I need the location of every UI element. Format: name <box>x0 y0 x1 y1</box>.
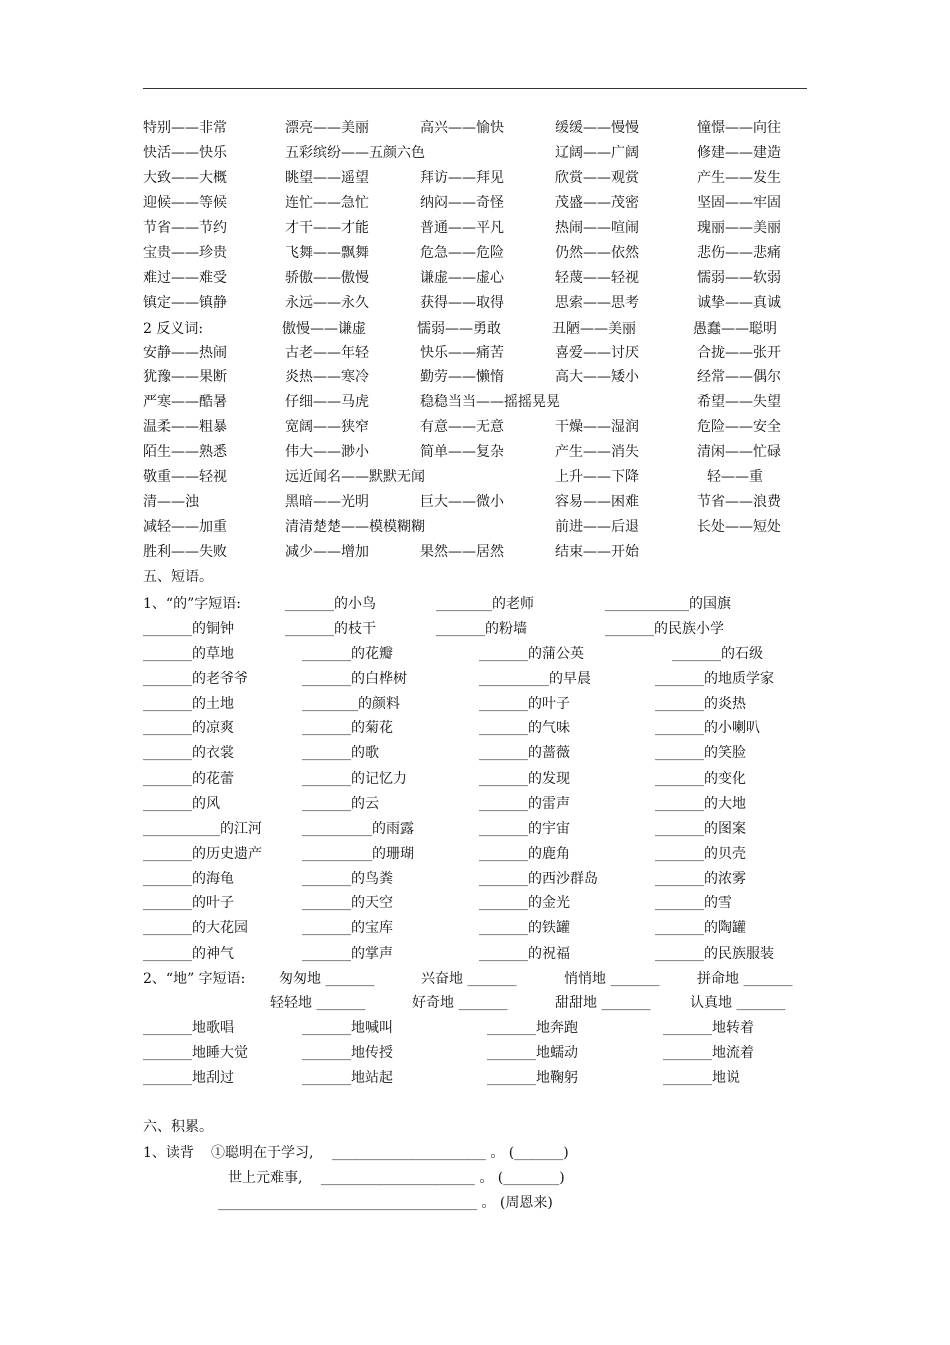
di-phrase-blank: _______地站起 <box>302 1070 393 1086</box>
de-phrase-blank: __________的珊瑚 <box>302 846 414 862</box>
de-phrase-blank: _______的铁罐 <box>479 920 570 936</box>
de-phrase-blank: _______的西沙群岛 <box>479 871 598 887</box>
de-phrase-blank: _______的祝福 <box>479 946 570 962</box>
antonym-pair: 愚蠢——聪明 <box>693 321 777 337</box>
di-phrase-blank: 甜甜地 _______ <box>555 995 651 1011</box>
antonym-pair: 希望——失望 <box>697 394 781 410</box>
synonym-pair: 茂盛——茂密 <box>555 195 639 211</box>
synonym-pair: 连忙——急忙 <box>285 195 369 211</box>
antonym-pair: 合拢——张开 <box>697 345 781 361</box>
synonym-pair: 瑰丽——美丽 <box>697 220 781 236</box>
antonym-pair: 前进——后退 <box>555 519 639 535</box>
synonym-pair: 飞舞——飘舞 <box>285 245 369 261</box>
antonym-pair: 古老——年轻 <box>285 345 369 361</box>
antonym-pair: 稳稳当当——摇摇晃晃 <box>420 394 560 410</box>
di-phrase-blank: _______地传授 <box>302 1045 393 1061</box>
de-phrase-blank: _______的菊花 <box>302 720 393 736</box>
di-phrase-blank: _______地说 <box>663 1070 740 1086</box>
antonym-pair: 快乐——痛苦 <box>420 345 504 361</box>
de-phrase-blank: _______的宝库 <box>302 920 393 936</box>
synonym-pair: 漂亮——美丽 <box>285 120 369 136</box>
de-phrase-blank: _______的陶罐 <box>655 920 746 936</box>
de-phrase-blank: _______的金光 <box>479 895 570 911</box>
synonym-pair: 特别——非常 <box>143 120 227 136</box>
de-phrase-blank: _______的花瓣 <box>302 646 393 662</box>
di-phrase-blank: _______地转着 <box>663 1020 754 1036</box>
antonym-pair: 巨大——微小 <box>420 494 504 510</box>
de-phrase-blank: _______的铜钟 <box>143 621 234 637</box>
di-phrase-blank: _______地奔跑 <box>487 1020 578 1036</box>
antonym-pair: 危险——安全 <box>697 419 781 435</box>
de-phrase-blank: _______的海龟 <box>143 871 234 887</box>
de-phrase-blank: _______的雷声 <box>479 796 570 812</box>
antonym-pair: 清闲——忙碌 <box>697 444 781 460</box>
de-phrase-blank: _______的宇宙 <box>479 821 570 837</box>
synonym-pair: 才干——才能 <box>285 220 369 236</box>
synonym-pair: 懦弱——软弱 <box>697 270 781 286</box>
de-phrase-blank: _______的小鸟 <box>285 596 376 612</box>
di-phrase-blank: _______地流着 <box>663 1045 754 1061</box>
de-phrase-blank: _______的地质学家 <box>655 671 774 687</box>
di-phrase-blank: _______地歌唱 <box>143 1020 234 1036</box>
di-phrase-blank: _______地喊叫 <box>302 1020 393 1036</box>
antonym-pair: 清清楚楚——模模糊糊 <box>285 519 425 535</box>
antonym-pair: 傲慢——谦虚 <box>282 321 366 337</box>
synonym-pair: 难过——难受 <box>143 270 227 286</box>
de-phrase-blank: _______的衣裳 <box>143 745 234 761</box>
antonym-pair: 伟大——渺小 <box>285 444 369 460</box>
de-phrase-blank: _______的历史遗产 <box>143 846 262 862</box>
synonym-pair: 谦虚——虚心 <box>420 270 504 286</box>
de-phrase-blank: _______的贝壳 <box>655 846 746 862</box>
synonym-pair: 普通——平凡 <box>420 220 504 236</box>
synonym-pair: 眺望——遥望 <box>285 170 369 186</box>
di-phrase-blank: _______地鞠躬 <box>487 1070 578 1086</box>
antonym-pair: 陌生——熟悉 <box>143 444 227 460</box>
synonym-pair: 纳闷——奇怪 <box>420 195 504 211</box>
synonym-pair: 辽阔——广阔 <box>555 145 639 161</box>
antonym-pair: 节省——浪费 <box>697 494 781 510</box>
synonym-pair: 仍然——依然 <box>555 245 639 261</box>
de-phrase-blank: _______的土地 <box>143 696 234 712</box>
recite-line: ①聪明在于学习, ______________________ 。 (_______) <box>211 1145 569 1161</box>
section-five-heading: 五、短语。 <box>143 569 213 585</box>
de-phrase-blank: _______的白桦树 <box>302 671 407 687</box>
de-phrase-blank: _______的大花园 <box>143 920 248 936</box>
de-phrase-blank: _______的笑脸 <box>655 745 746 761</box>
de-phrase-blank: _______的粉墙 <box>436 621 527 637</box>
antonym-pair: 产生——消失 <box>555 444 639 460</box>
de-phrase-blank: _______的花蕾 <box>143 771 234 787</box>
di-phrase-blank: 好奇地 _______ <box>412 995 508 1011</box>
de-phrase-blank: _______的炎热 <box>655 696 746 712</box>
synonym-pair: 憧憬——向往 <box>697 120 781 136</box>
antonym-pair: 结束——开始 <box>555 544 639 560</box>
antonym-pair: 高大——矮小 <box>555 369 639 385</box>
synonym-pair: 骄傲——傲慢 <box>285 270 369 286</box>
de-phrase-blank: _______的鹿角 <box>479 846 570 862</box>
de-phrase-blank: _______的变化 <box>655 771 746 787</box>
di-phrase-blank: 兴奋地 _______ <box>421 971 517 987</box>
recite-label: 1、读背 <box>143 1145 194 1161</box>
antonym-pair: 减轻——加重 <box>143 519 227 535</box>
de-phrase-blank: __________的早晨 <box>479 671 591 687</box>
de-phrase-blank: _______的大地 <box>655 796 746 812</box>
antonym-pair: 简单——复杂 <box>420 444 504 460</box>
de-phrase-blank: _______的鸟粪 <box>302 871 393 887</box>
di-phrase-blank: 悄悄地 _______ <box>564 971 660 987</box>
di-phrase-blank: _______地蠕动 <box>487 1045 578 1061</box>
de-phrase-blank: ___________的江河 <box>143 821 262 837</box>
synonym-pair: 大致——大概 <box>143 170 227 186</box>
synonym-pair: 快活——快乐 <box>143 145 227 161</box>
antonym-pair: 丑陋——美丽 <box>552 321 636 337</box>
di-phrase-blank: _______地刮过 <box>143 1070 234 1086</box>
recite-line: 世上元难事, ______________________ 。 (________) <box>228 1170 565 1186</box>
de-phrase-blank: _______的石级 <box>672 646 763 662</box>
de-phrase-blank: _______的云 <box>302 796 379 812</box>
antonym-pair: 胜利——失败 <box>143 544 227 560</box>
antonym-pair: 喜爱——讨厌 <box>555 345 639 361</box>
synonym-pair: 悲伤——悲痛 <box>697 245 781 261</box>
de-phrase-blank: _______的草地 <box>143 646 234 662</box>
antonym-pair: 清——浊 <box>143 494 199 510</box>
de-phrase-blank: _______的掌声 <box>302 946 393 962</box>
di-phrase-blank: 拼命地 _______ <box>697 971 793 987</box>
di-phrases-heading: 2、“地” 字短语: <box>143 971 246 987</box>
section-six-heading: 六、积累。 <box>143 1119 213 1135</box>
antonym-pair: 懦弱——勇敢 <box>417 321 501 337</box>
antonym-pair: 敬重——轻视 <box>143 469 227 485</box>
synonym-pair: 产生——发生 <box>697 170 781 186</box>
synonym-pair: 迎候——等候 <box>143 195 227 211</box>
antonym-pair: 温柔——粗暴 <box>143 419 227 435</box>
antonym-pair: 减少——增加 <box>285 544 369 560</box>
de-phrase-blank: ________的老师 <box>436 596 534 612</box>
de-phrase-blank: _______的记忆力 <box>302 771 407 787</box>
synonym-pair: 高兴——愉快 <box>420 120 504 136</box>
synonym-pair: 永远——永久 <box>285 295 369 311</box>
antonym-pair: 有意——无意 <box>420 419 504 435</box>
synonym-pair: 修建——建造 <box>697 145 781 161</box>
recite-line: _____________________________________ 。 (周恩来) <box>218 1195 553 1211</box>
de-phrase-blank: _______的图案 <box>655 821 746 837</box>
synonym-pair: 热闹——喧闹 <box>555 220 639 236</box>
de-phrase-blank: _______的天空 <box>302 895 393 911</box>
de-phrase-blank: _______的凉爽 <box>143 720 234 736</box>
synonym-pair: 危急——危险 <box>420 245 504 261</box>
synonym-pair: 诚挚——真诚 <box>697 295 781 311</box>
de-phrase-blank: _______的歌 <box>302 745 379 761</box>
de-phrase-blank: _______的蒲公英 <box>479 646 584 662</box>
synonym-pair: 获得——取得 <box>420 295 504 311</box>
de-phrase-blank: _______的老爷爷 <box>143 671 248 687</box>
de-phrase-blank: _______的神气 <box>143 946 234 962</box>
de-phrase-blank: ________的颜料 <box>302 696 400 712</box>
synonym-pair: 节省——节约 <box>143 220 227 236</box>
de-phrase-blank: _______的叶子 <box>143 895 234 911</box>
synonym-pair: 宝贵——珍贵 <box>143 245 227 261</box>
antonym-pair: 安静——热闹 <box>143 345 227 361</box>
de-phrase-blank: _______的民族小学 <box>605 621 724 637</box>
antonym-pair: 炎热——寒冷 <box>285 369 369 385</box>
de-phrase-blank: ____________的国旗 <box>605 596 731 612</box>
synonym-pair: 镇定——镇静 <box>143 295 227 311</box>
synonym-pair: 欣赏——观赏 <box>555 170 639 186</box>
antonym-pair: 远近闻名——默默无闻 <box>285 469 425 485</box>
antonym-pair: 果然——居然 <box>420 544 504 560</box>
de-phrase-blank: _______的气味 <box>479 720 570 736</box>
di-phrase-blank: _______地睡大觉 <box>143 1045 248 1061</box>
antonym-pair: 长处——短处 <box>697 519 781 535</box>
antonym-pair: 黑暗——光明 <box>285 494 369 510</box>
antonyms-heading: 2 反义词: <box>143 321 204 337</box>
synonym-pair: 思索——思考 <box>555 295 639 311</box>
de-phrase-blank: _______的雪 <box>655 895 732 911</box>
synonym-pair: 五彩缤纷——五颜六色 <box>285 145 425 161</box>
synonym-pair: 拜访——拜见 <box>420 170 504 186</box>
antonym-pair: 干燥——湿润 <box>555 419 639 435</box>
de-phrase-blank: _______的叶子 <box>479 696 570 712</box>
antonym-pair: 容易——困难 <box>555 494 639 510</box>
antonym-pair: 勤劳——懒惰 <box>420 369 504 385</box>
de-phrase-blank: _______的小喇叭 <box>655 720 760 736</box>
antonym-pair: 仔细——马虎 <box>285 394 369 410</box>
de-phrase-blank: _______的浓雾 <box>655 871 746 887</box>
antonym-pair: 轻——重 <box>707 469 763 485</box>
synonym-pair: 轻蔑——轻视 <box>555 270 639 286</box>
di-phrase-blank: 轻轻地 _______ <box>270 995 366 1011</box>
antonym-pair: 犹豫——果断 <box>143 369 227 385</box>
de-phrase-blank: _______的发现 <box>479 771 570 787</box>
de-phrases-heading: 1、“的”字短语: <box>143 596 241 612</box>
di-phrase-blank: 匆匆地 _______ <box>279 971 375 987</box>
de-phrase-blank: __________的雨露 <box>302 821 414 837</box>
antonym-pair: 宽阔——狭窄 <box>285 419 369 435</box>
de-phrase-blank: _______的枝干 <box>285 621 376 637</box>
antonym-pair: 经常——偶尔 <box>697 369 781 385</box>
antonym-pair: 上升——下降 <box>555 469 639 485</box>
de-phrase-blank: _______的蔷薇 <box>479 745 570 761</box>
di-phrase-blank: 认真地 _______ <box>690 995 786 1011</box>
de-phrase-blank: _______的民族服装 <box>655 946 774 962</box>
de-phrase-blank: _______的风 <box>143 796 220 812</box>
antonym-pair: 严寒——酷暑 <box>143 394 227 410</box>
synonym-pair: 缓缓——慢慢 <box>555 120 639 136</box>
synonym-pair: 坚固——牢固 <box>697 195 781 211</box>
